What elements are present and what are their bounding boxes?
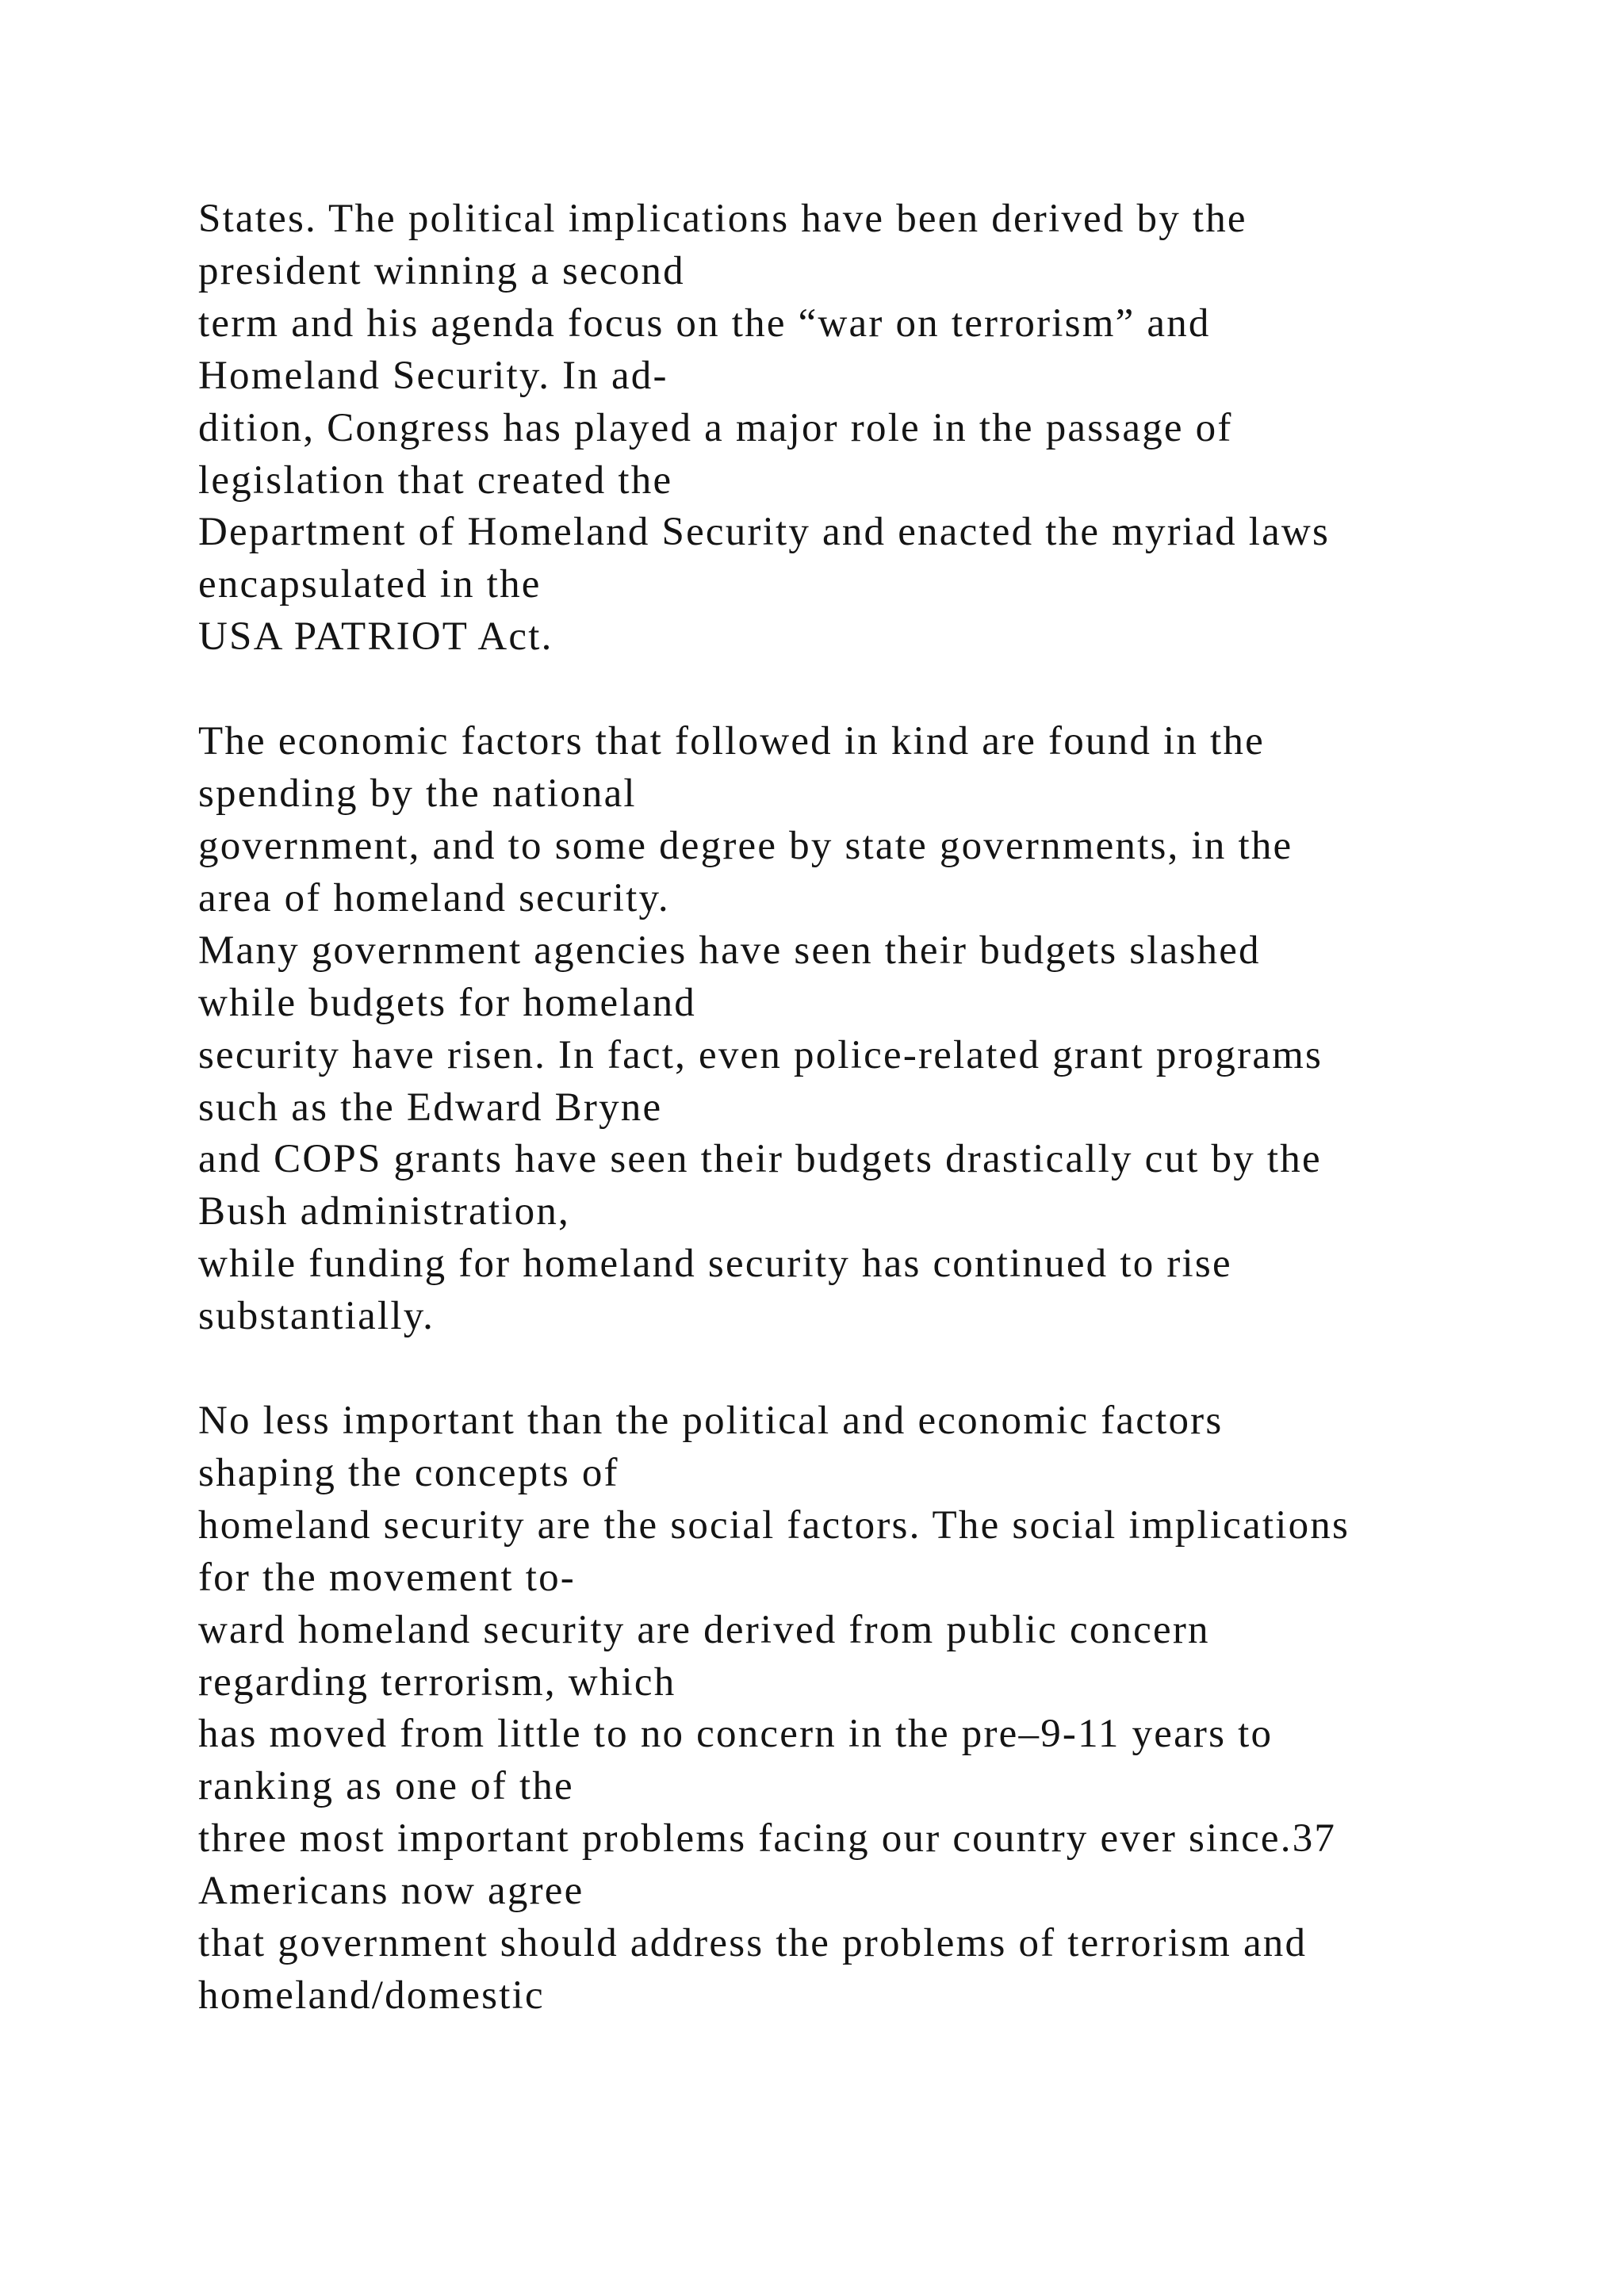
text-line: that government should address the problems of terrorism and	[198, 1921, 1308, 1966]
text-line: such as the Edward Bryne	[198, 1085, 663, 1130]
text-line: shaping the concepts of	[198, 1450, 619, 1495]
text-line: while funding for homeland security has continued to rise	[198, 1242, 1232, 1287]
text-line: dition, Congress has played a major role in the passage of	[198, 405, 1233, 450]
text-line: homeland/domestic	[198, 1973, 545, 2018]
paragraph-social	[198, 1395, 1594, 2022]
text-line: Americans now agree	[198, 1869, 584, 1914]
text-line: regarding terrorism, which	[198, 1659, 676, 1705]
text-line: States. The political implications have been derived by the	[198, 197, 1247, 241]
text-line: Many government agencies have seen their budgets slashed	[198, 928, 1261, 973]
text-line: substantially.	[198, 1294, 435, 1339]
text-line: The economic factors that followed in kind are found in the	[198, 719, 1265, 764]
text-line: USA PATRIOT Act.	[198, 614, 553, 660]
text-line: has moved from little to no concern in the pre–9-11 years to	[198, 1712, 1274, 1757]
text-line: homeland security are the social factors. The social implications	[198, 1502, 1350, 1548]
text-line: spending by the national	[198, 771, 637, 817]
text-line: Department of Homeland Security and enacted the myriad laws	[198, 510, 1331, 555]
text-line: for the movement to-	[198, 1555, 576, 1600]
paragraph-political	[198, 193, 1594, 664]
text-line: government, and to some degree by state governments, in the	[198, 823, 1293, 868]
text-line: Homeland Security. In ad-	[198, 353, 668, 398]
text-line: ranking as one of the	[198, 1764, 574, 1809]
text-line: security have risen. In fact, even police-related grant programs	[198, 1032, 1323, 1077]
text-line: while budgets for homeland	[198, 980, 696, 1025]
text-line: area of homeland security.	[198, 875, 670, 920]
text-line: three most important problems facing our country ever since.37	[198, 1816, 1337, 1862]
paragraph-economic	[198, 716, 1594, 1343]
text-line: president winning a second	[198, 248, 685, 293]
text-line: encapsulated in the	[198, 562, 542, 607]
document-body	[198, 193, 1594, 2075]
text-line: legislation that created the	[198, 457, 673, 503]
text-line: No less important than the political and economic factors	[198, 1399, 1224, 1444]
text-line: ward homeland security are derived from public concern	[198, 1607, 1210, 1652]
text-line: and COPS grants have seen their budgets drastically cut by the	[198, 1137, 1322, 1182]
text-line: term and his agenda focus on the “war on terrorism” and	[198, 300, 1211, 346]
text-line: Bush administration,	[198, 1189, 570, 1234]
